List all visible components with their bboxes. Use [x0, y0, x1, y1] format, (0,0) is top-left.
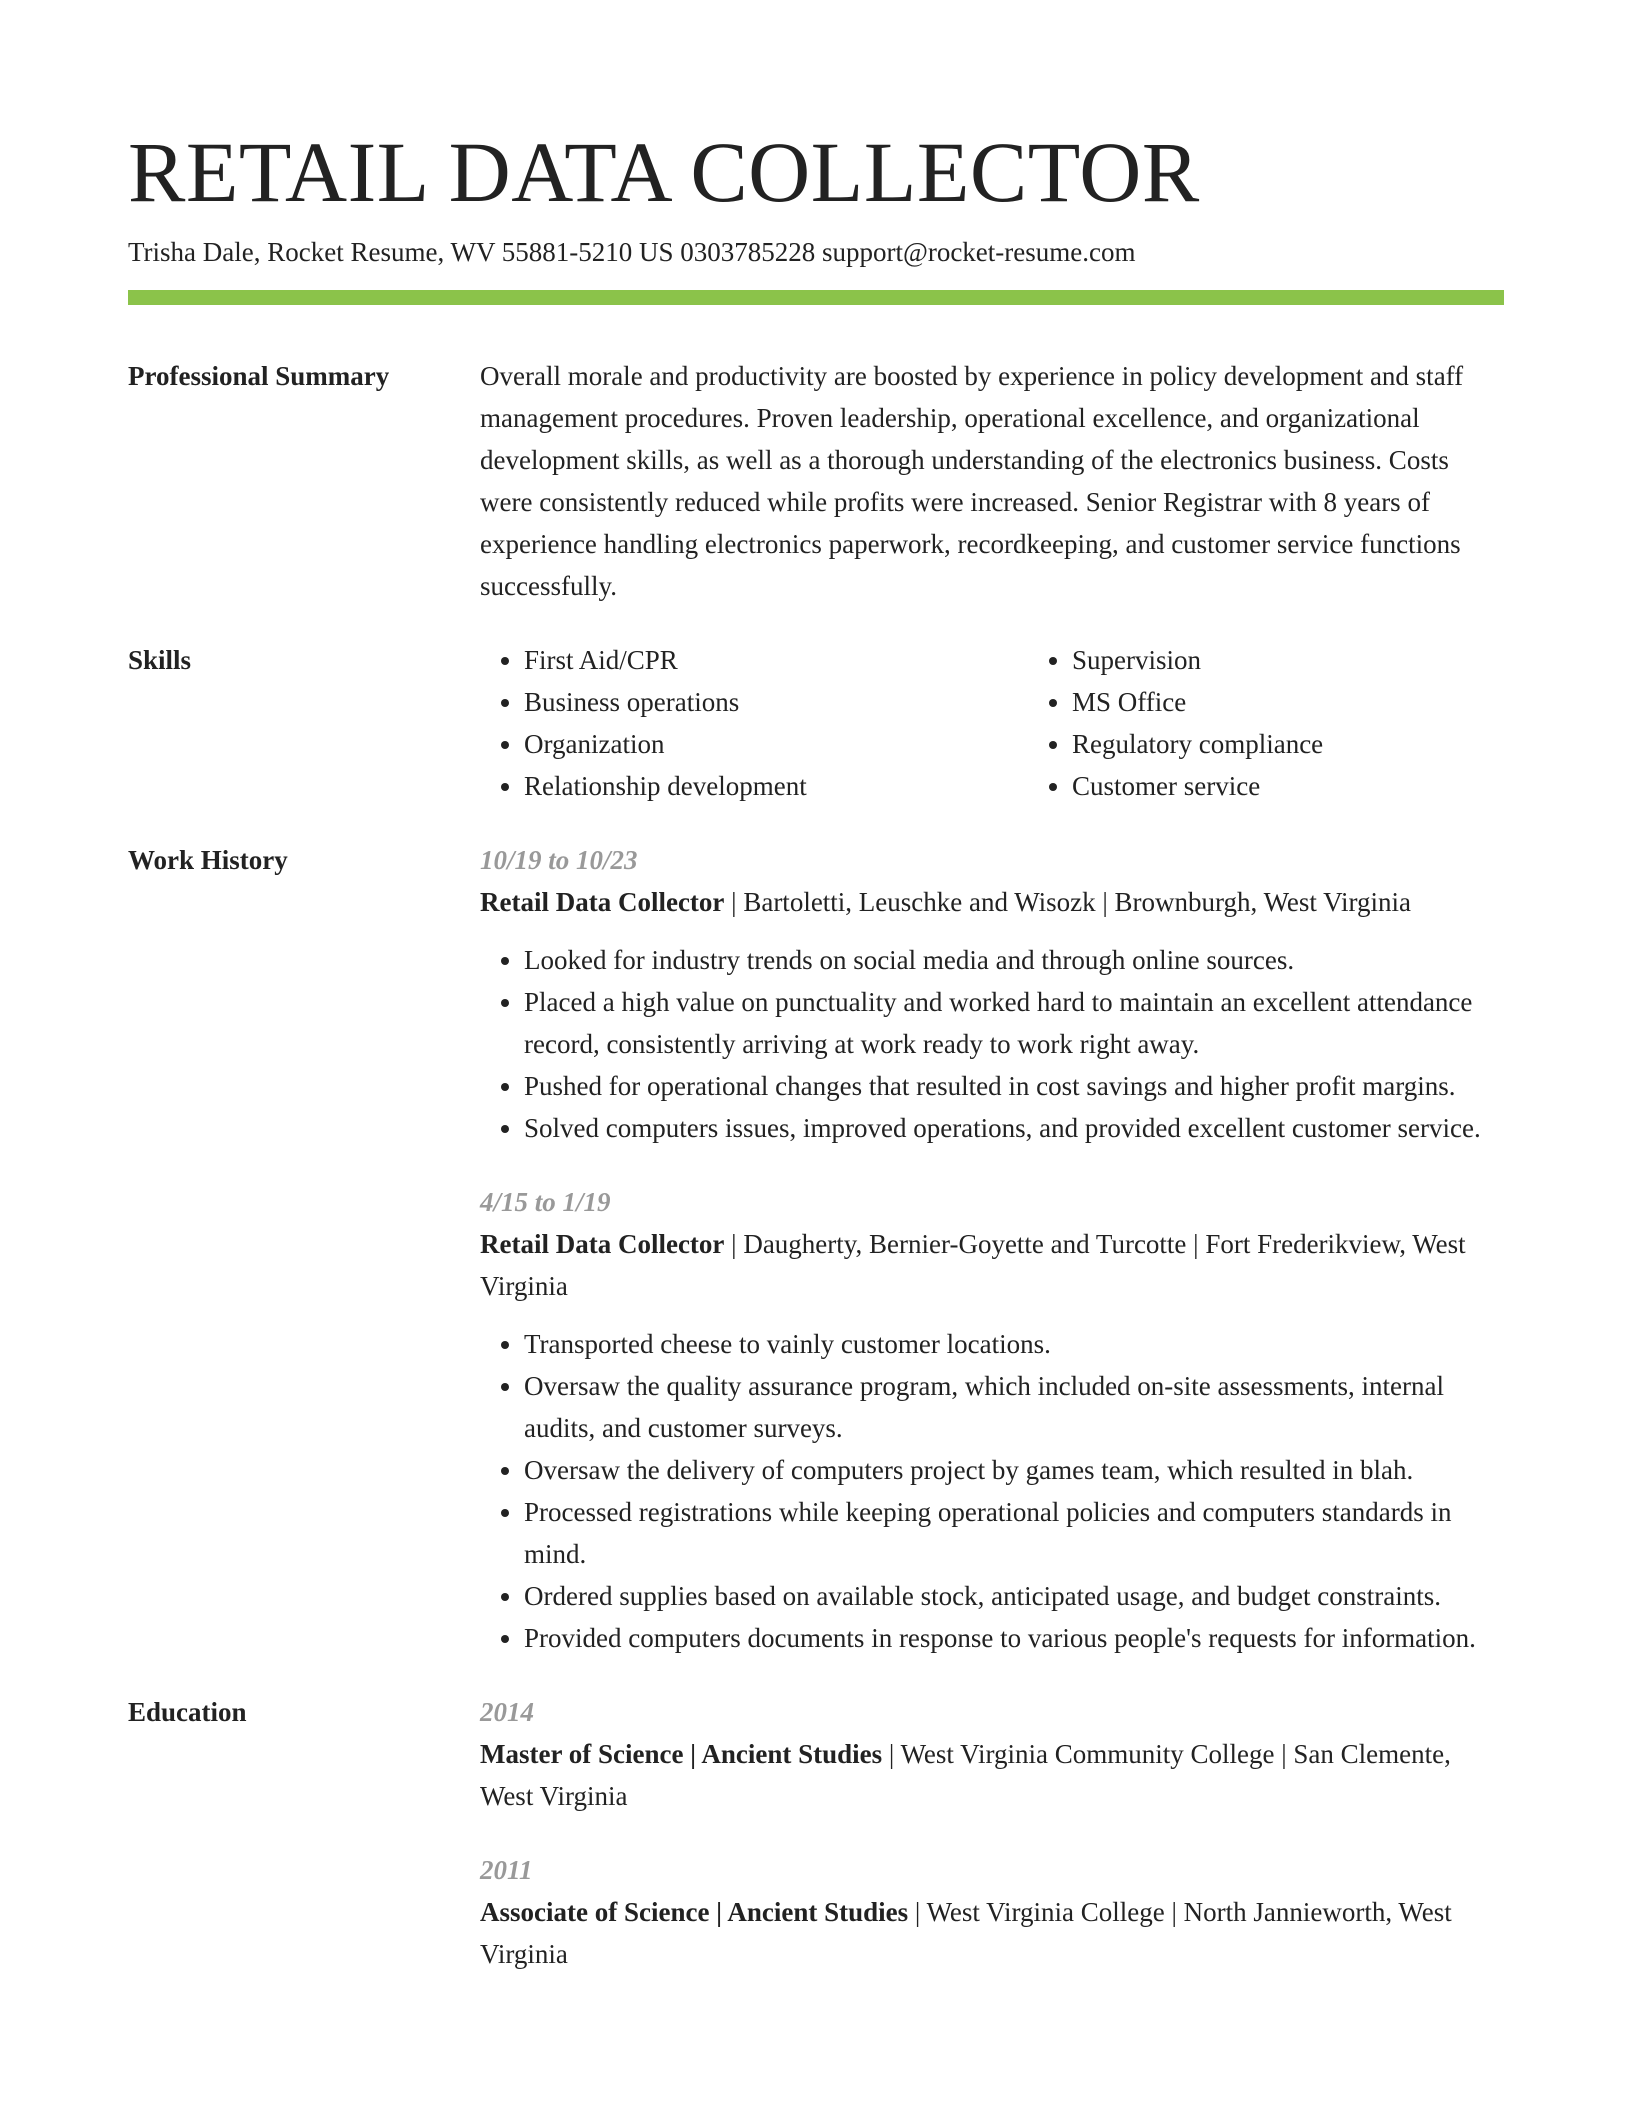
school-details: | West Virginia College | North Jannieworth, West Virginia — [480, 1897, 1452, 1969]
work-heading — [480, 881, 1504, 923]
skill-item: • Business operations — [524, 681, 1028, 723]
summary-text: Overall morale and productivity are boosted by experience in policy development and staff management procedures. Proven leadership, operational excellence, and organizational development skills, as well as a thorough understanding of the electronics business. Costs were consistently reduced while profits were increased. Senior Registrar with 8 years of experience handling electronics paperwork, recordkeeping, and customer service functions successfully. — [480, 361, 1464, 601]
accent-divider — [128, 290, 1504, 305]
degree: Master of Science | Ancient Studies — [480, 1739, 883, 1769]
job-title: Retail Data Collector — [480, 887, 725, 917]
job-title: Retail Data Collector — [480, 1229, 725, 1259]
skill-item: • MS Office — [1072, 681, 1576, 723]
employer-details: | Daugherty, Bernier-Goyette and Turcotte | Fort Frederikview, West Virginia — [480, 1229, 1466, 1301]
education-year: 2014 — [480, 1697, 534, 1727]
work-bullets — [480, 939, 1504, 1149]
work-bullet: • Pushed for operational changes that resulted in cost savings and higher profit margins. — [524, 1065, 1504, 1107]
contact-line: Trisha Dale, Rocket Resume, WV 55881-5210 US 0303785228 support@rocket-resume.com — [128, 237, 1136, 267]
skills-list-right — [1028, 639, 1576, 807]
work-bullet: • Oversaw the delivery of computers project by games team, which resulted in blah. — [524, 1449, 1504, 1491]
work-bullet: • Transported cheese to vainly customer locations. — [524, 1323, 1504, 1365]
education-heading-line — [480, 1733, 1504, 1817]
work-bullet: • Provided computers documents in response to various people's requests for information. — [524, 1617, 1504, 1659]
work-bullet: • Looked for industry trends on social media and through online sources. — [524, 939, 1504, 981]
education-section — [128, 1691, 1504, 1975]
skill-item: • First Aid/CPR — [524, 639, 1028, 681]
skill-item: • Relationship development — [524, 765, 1028, 807]
employer-details: | Bartoletti, Leuschke and Wisozk | Brownburgh, West Virginia — [724, 887, 1412, 917]
skills-heading: Skills — [128, 645, 192, 675]
skill-item: • Organization — [524, 723, 1028, 765]
skills-section — [128, 639, 1504, 807]
work-history-section — [128, 839, 1504, 1659]
work-bullet: • Placed a high value on punctuality and worked hard to maintain an excellent attendance record, consistently arriving at work ready to work right away. — [524, 981, 1504, 1065]
work-bullet: • Processed registrations while keeping operational policies and computers standards in mind. — [524, 1491, 1504, 1575]
school-details: | West Virginia Community College | San Clemente, West Virginia — [480, 1739, 1451, 1811]
education-entry — [480, 1691, 1504, 1817]
work-entry — [480, 839, 1504, 1149]
skill-item: • Regulatory compliance — [1072, 723, 1576, 765]
skill-item: • Customer service — [1072, 765, 1576, 807]
work-history-heading: Work History — [128, 845, 288, 875]
skill-item: • Supervision — [1072, 639, 1576, 681]
summary-heading: Professional Summary — [128, 361, 390, 391]
work-bullets — [480, 1323, 1504, 1659]
degree: Associate of Science | Ancient Studies — [480, 1897, 909, 1927]
resume-title: RETAIL DATA COLLECTOR — [128, 124, 1200, 220]
summary-section — [128, 355, 1504, 607]
education-year: 2011 — [480, 1855, 533, 1885]
work-bullet: • Ordered supplies based on available stock, anticipated usage, and budget constraints. — [524, 1575, 1504, 1617]
education-heading-line — [480, 1891, 1504, 1975]
skills-grid — [480, 639, 1576, 807]
work-entry — [480, 1181, 1504, 1659]
work-bullet: • Oversaw the quality assurance program, which included on-site assessments, internal audits, and customer surveys. — [524, 1365, 1504, 1449]
resume-page — [128, 0, 1504, 1975]
education-entry — [480, 1849, 1504, 1975]
work-dates: 4/15 to 1/19 — [480, 1187, 611, 1217]
education-heading: Education — [128, 1697, 247, 1727]
work-heading — [480, 1223, 1504, 1307]
work-dates: 10/19 to 10/23 — [480, 845, 638, 875]
skills-list-left — [480, 639, 1028, 807]
work-bullet: • Solved computers issues, improved operations, and provided excellent customer service. — [524, 1107, 1504, 1149]
